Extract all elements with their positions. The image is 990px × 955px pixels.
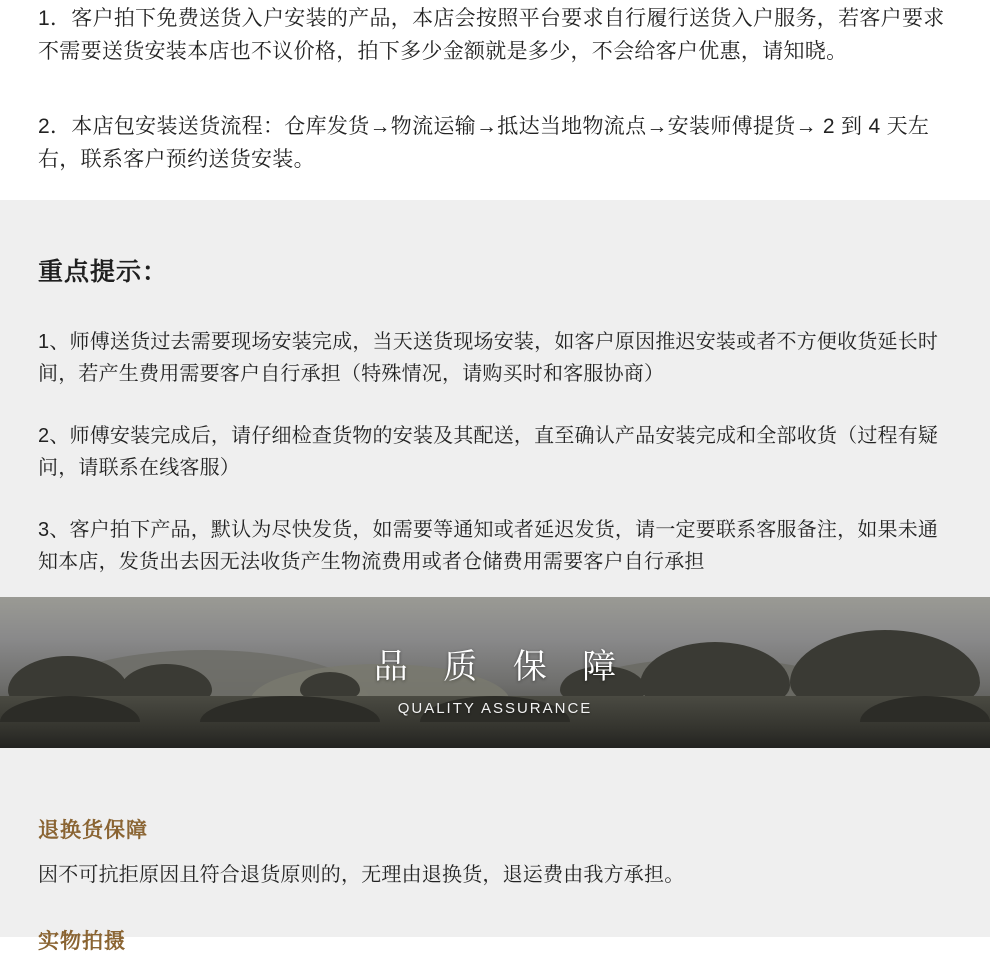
key-point-item-3: 3、客户拍下产品，默认为尽快发货，如需要等通知或者延迟发货，请一定要联系客服备注，如果未通知本店，发货出去因无法收货产生物流费用或者仓储费用需要客户自行承担 <box>38 519 939 573</box>
guarantee-item-real-photo <box>38 887 952 955</box>
delivery-notice-section <box>0 0 990 200</box>
banner-title-chinese: 品 质 保 障 <box>373 648 630 686</box>
key-point-item-1: 1、师傅送货过去需要现场安装完成，当天送货现场安装，如客户原因推迟安装或者不方便收货延长时间，若产生费用需要客户自行承担（特殊情况，请购买时和客服协商） <box>38 331 939 385</box>
delivery-notice-paragraph-2: 2．本店包安装送货流程：仓库发货→物流运输→抵达当地物流点→安装师傅提货→ 2 到 4 天左右，联系客户预约送货安装。 <box>38 115 930 171</box>
key-point-item-2: 2、师傅安装完成后，请仔细检查货物的安装及其配送，直至确认产品安装完成和全部收货（过程有疑问，请联系在线客服） <box>38 425 939 479</box>
guarantee-item-return <box>38 748 952 887</box>
guarantee-title: 实物拍摄 <box>38 930 126 953</box>
key-points-section <box>0 200 990 597</box>
guarantee-title: 退换货保障 <box>38 819 148 842</box>
delivery-notice-paragraph-1: 1．客户拍下免费送货入户安装的产品，本店会按照平台要求自行履行送货入户服务，若客户要求不需要送货安装本店也不议价格，拍下多少金额就是多少，不会给客户优惠，请知晓。 <box>38 7 945 63</box>
quality-assurance-banner <box>0 597 990 748</box>
key-points-title: 重点提示： <box>38 258 169 286</box>
guarantee-section <box>0 748 990 953</box>
banner-title-english: QUALITY ASSURANCE <box>397 700 593 717</box>
banner-text-group <box>0 639 990 717</box>
guarantee-description: 因不可抗拒原因且符合退货原则的，无理由退换货，退运费由我方承担。 <box>38 864 685 886</box>
